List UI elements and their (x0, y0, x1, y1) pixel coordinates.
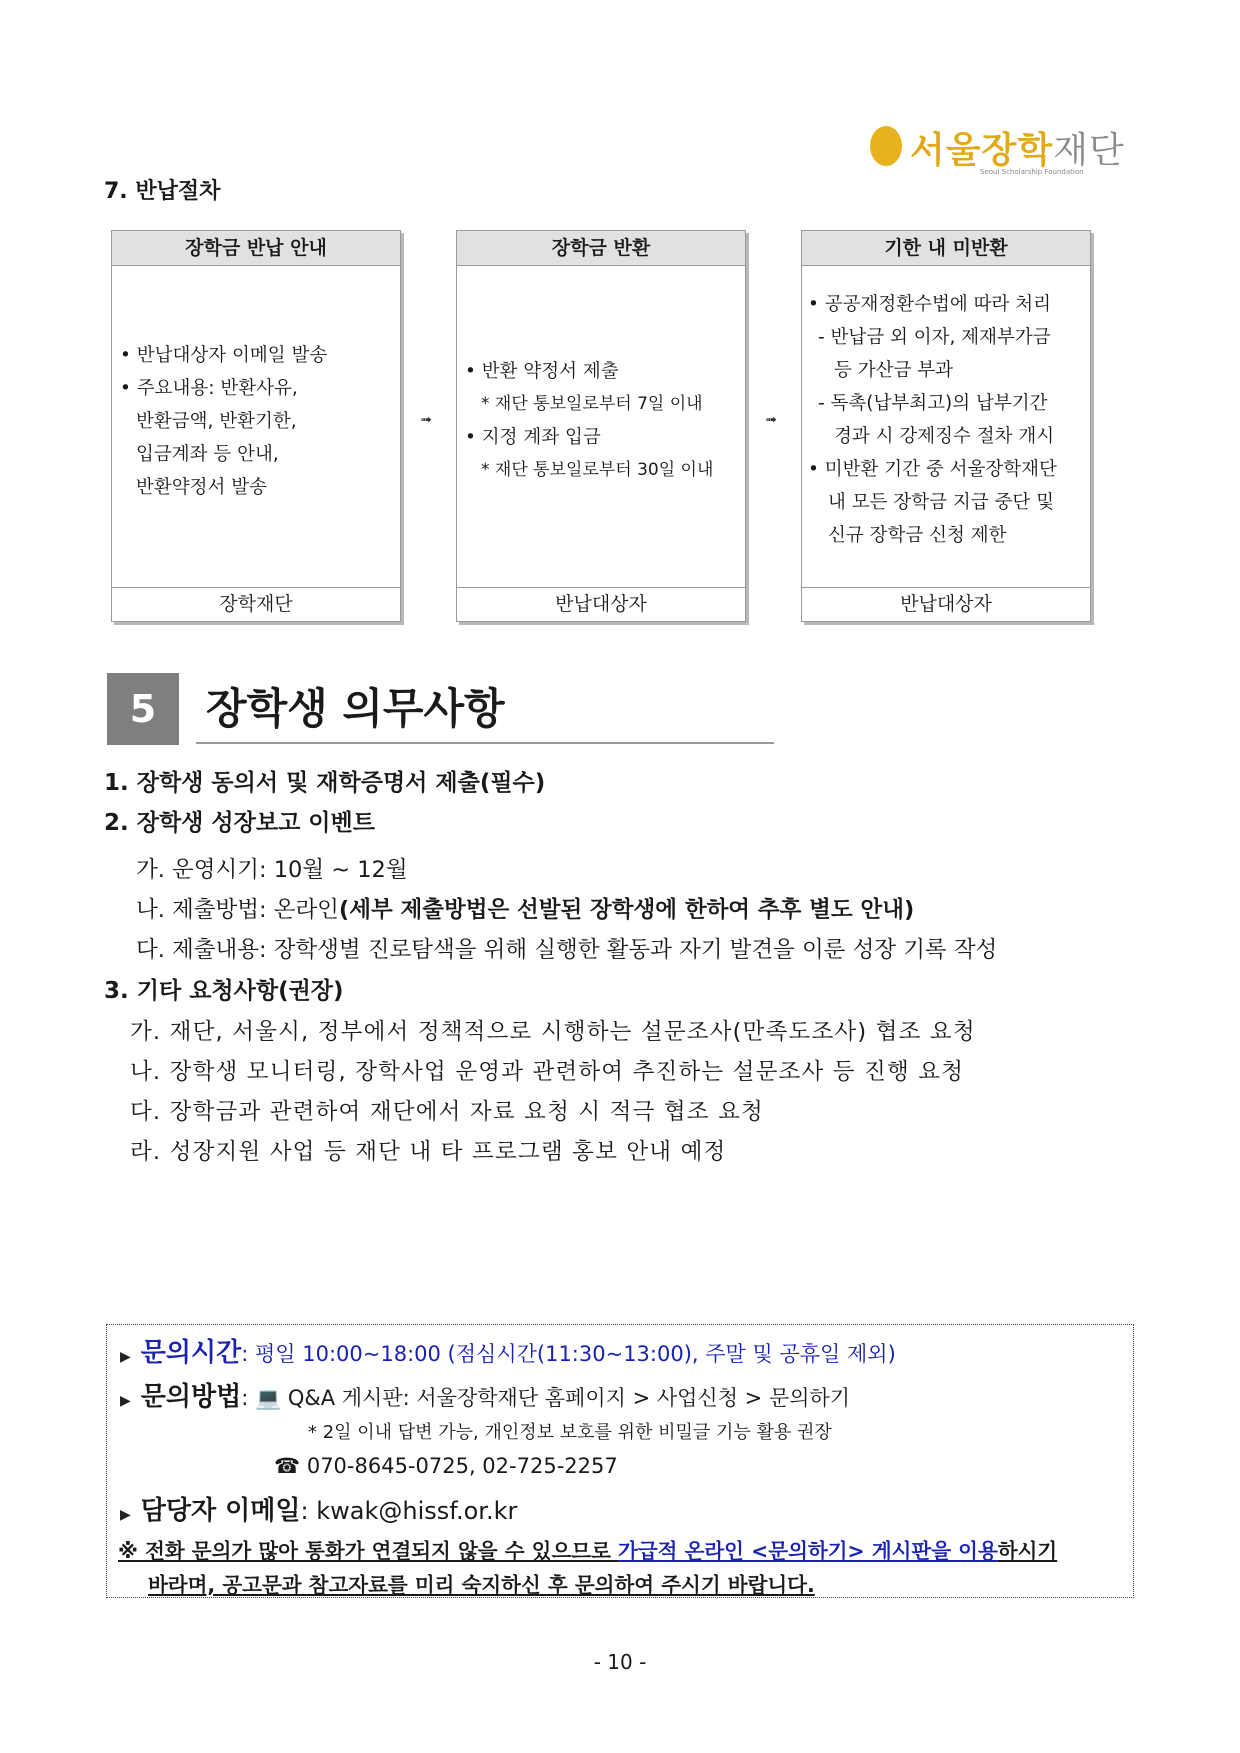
contact-method: ▶ 문의방법: 💻 Q&A 게시판: 서울장학재단 홈페이지 > 사업신청 > 문의하기 (120, 1382, 851, 1412)
flow-line: • 반환 약정서 제출 (465, 361, 619, 382)
flow-arrow-icon: ➟ (765, 412, 777, 428)
flow-line: - 독촉(납부최고)의 납부기간 (818, 393, 1048, 414)
contact-email: ▶ 담당자 이메일: kwak@hissf.or.kr (120, 1496, 518, 1526)
flow-line: 반환약정서 발송 (136, 477, 267, 498)
flow-line: * 재단 통보일로부터 7일 이내 (481, 394, 703, 414)
flow-line: • 지정 계좌 입금 (465, 427, 601, 448)
triangle-bullet-icon: ▶ (120, 1349, 131, 1365)
flow-arrow-icon: ➟ (420, 412, 432, 428)
triangle-bullet-icon: ▶ (120, 1507, 131, 1523)
section7-heading: 7. 반납절차 (104, 179, 221, 204)
flow-box-return (456, 230, 746, 622)
obligation-subitem: 나. 장학생 모니터링, 장학사업 운영과 관련하여 추진하는 설문조사 등 진행 요청 (130, 1059, 965, 1085)
flow-line: 내 모든 장학금 지급 중단 및 (828, 492, 1054, 513)
flow-line: 경과 시 강제징수 절차 개시 (834, 426, 1055, 447)
flow-box-footer: 반납대상자 (802, 587, 1090, 621)
obligation-subitem: 다. 제출내용: 장학생별 진로탐색을 위해 실행한 활동과 자기 발견을 이룬 성장 기록 작성 (136, 937, 998, 963)
flow-box-unreturned (801, 230, 1091, 622)
contact-phone: ☎ 070-8645-0725, 02-725-2257 (274, 1454, 618, 1478)
logo-emblem-icon (870, 126, 902, 166)
flow-box-header: 장학금 반환 (457, 231, 745, 266)
obligation-subitem: 라. 성장지원 사업 등 재단 내 타 프로그램 홍보 안내 예정 (130, 1139, 727, 1165)
contact-notice-line2: 바라며, 공고문과 참고자료를 미리 숙지하신 후 문의하여 주시기 바랍니다. (148, 1573, 815, 1597)
flow-line: • 공공재정환수법에 따라 처리 (808, 294, 1052, 315)
section-divider (196, 742, 774, 744)
obligation-heading-2: 2. 장학생 성장보고 이벤트 (104, 810, 375, 836)
flow-line: 반환금액, 반환기한, (136, 411, 297, 432)
flow-line: • 반납대상자 이메일 발송 (120, 345, 328, 366)
section-number: 5 (107, 673, 179, 745)
flow-line: 신규 장학금 신청 제한 (828, 525, 1007, 546)
flow-box-footer: 장학재단 (112, 587, 400, 621)
section-title: 장학생 의무사항 (206, 684, 505, 733)
flow-line: * 재단 통보일로부터 30일 이내 (481, 460, 714, 480)
foundation-logo (866, 118, 1125, 184)
flow-box-footer: 반납대상자 (457, 587, 745, 621)
obligation-subitem: 다. 장학금과 관련하여 재단에서 자료 요청 시 적극 협조 요청 (130, 1099, 764, 1125)
obligation-subitem: 가. 운영시기: 10월 ~ 12월 (136, 857, 408, 883)
obligation-heading-3: 3. 기타 요청사항(권장) (104, 978, 344, 1004)
logo-subtitle: Seoul Scholarship Foundation (980, 168, 1084, 176)
contact-notice-line1: ※ 전화 문의가 많아 통화가 연결되지 않을 수 있으므로 가급적 온라인 <문의하기> 게시판을 이용하시기 (118, 1539, 1058, 1563)
obligation-subitem: 나. 제출방법: 온라인(세부 제출방법은 선발된 장학생에 한하여 추후 별도 안내) (136, 897, 915, 923)
obligation-heading-1: 1. 장학생 동의서 및 재학증명서 제출(필수) (104, 770, 546, 796)
flow-box-header: 장학금 반납 안내 (112, 231, 400, 266)
flow-line: 입금계좌 등 안내, (136, 444, 279, 465)
contact-method-note: * 2일 이내 답변 가능, 개인정보 보호를 위한 비밀글 기능 활용 권장 (308, 1422, 832, 1443)
flow-line: 등 가산금 부과 (834, 360, 953, 381)
obligation-subitem: 가. 재단, 서울시, 정부에서 정책적으로 시행하는 설문조사(만족도조사) 협조 요청 (130, 1019, 976, 1045)
flow-line: - 반납금 외 이자, 제재부가금 (818, 327, 1051, 348)
page-number: - 10 - (593, 1650, 647, 1674)
flow-line: • 미반환 기간 중 서울장학재단 (808, 459, 1057, 480)
flow-line: • 주요내용: 반환사유, (120, 378, 298, 399)
flow-box-guide (111, 230, 401, 622)
logo-text: 서울장학재단 (910, 130, 1125, 171)
contact-hours: ▶ 문의시간: 평일 10:00~18:00 (점심시간(11:30~13:00), 주말 및 공휴일 제외) (120, 1338, 896, 1368)
flow-box-header: 기한 내 미반환 (802, 231, 1090, 266)
triangle-bullet-icon: ▶ (120, 1393, 131, 1409)
